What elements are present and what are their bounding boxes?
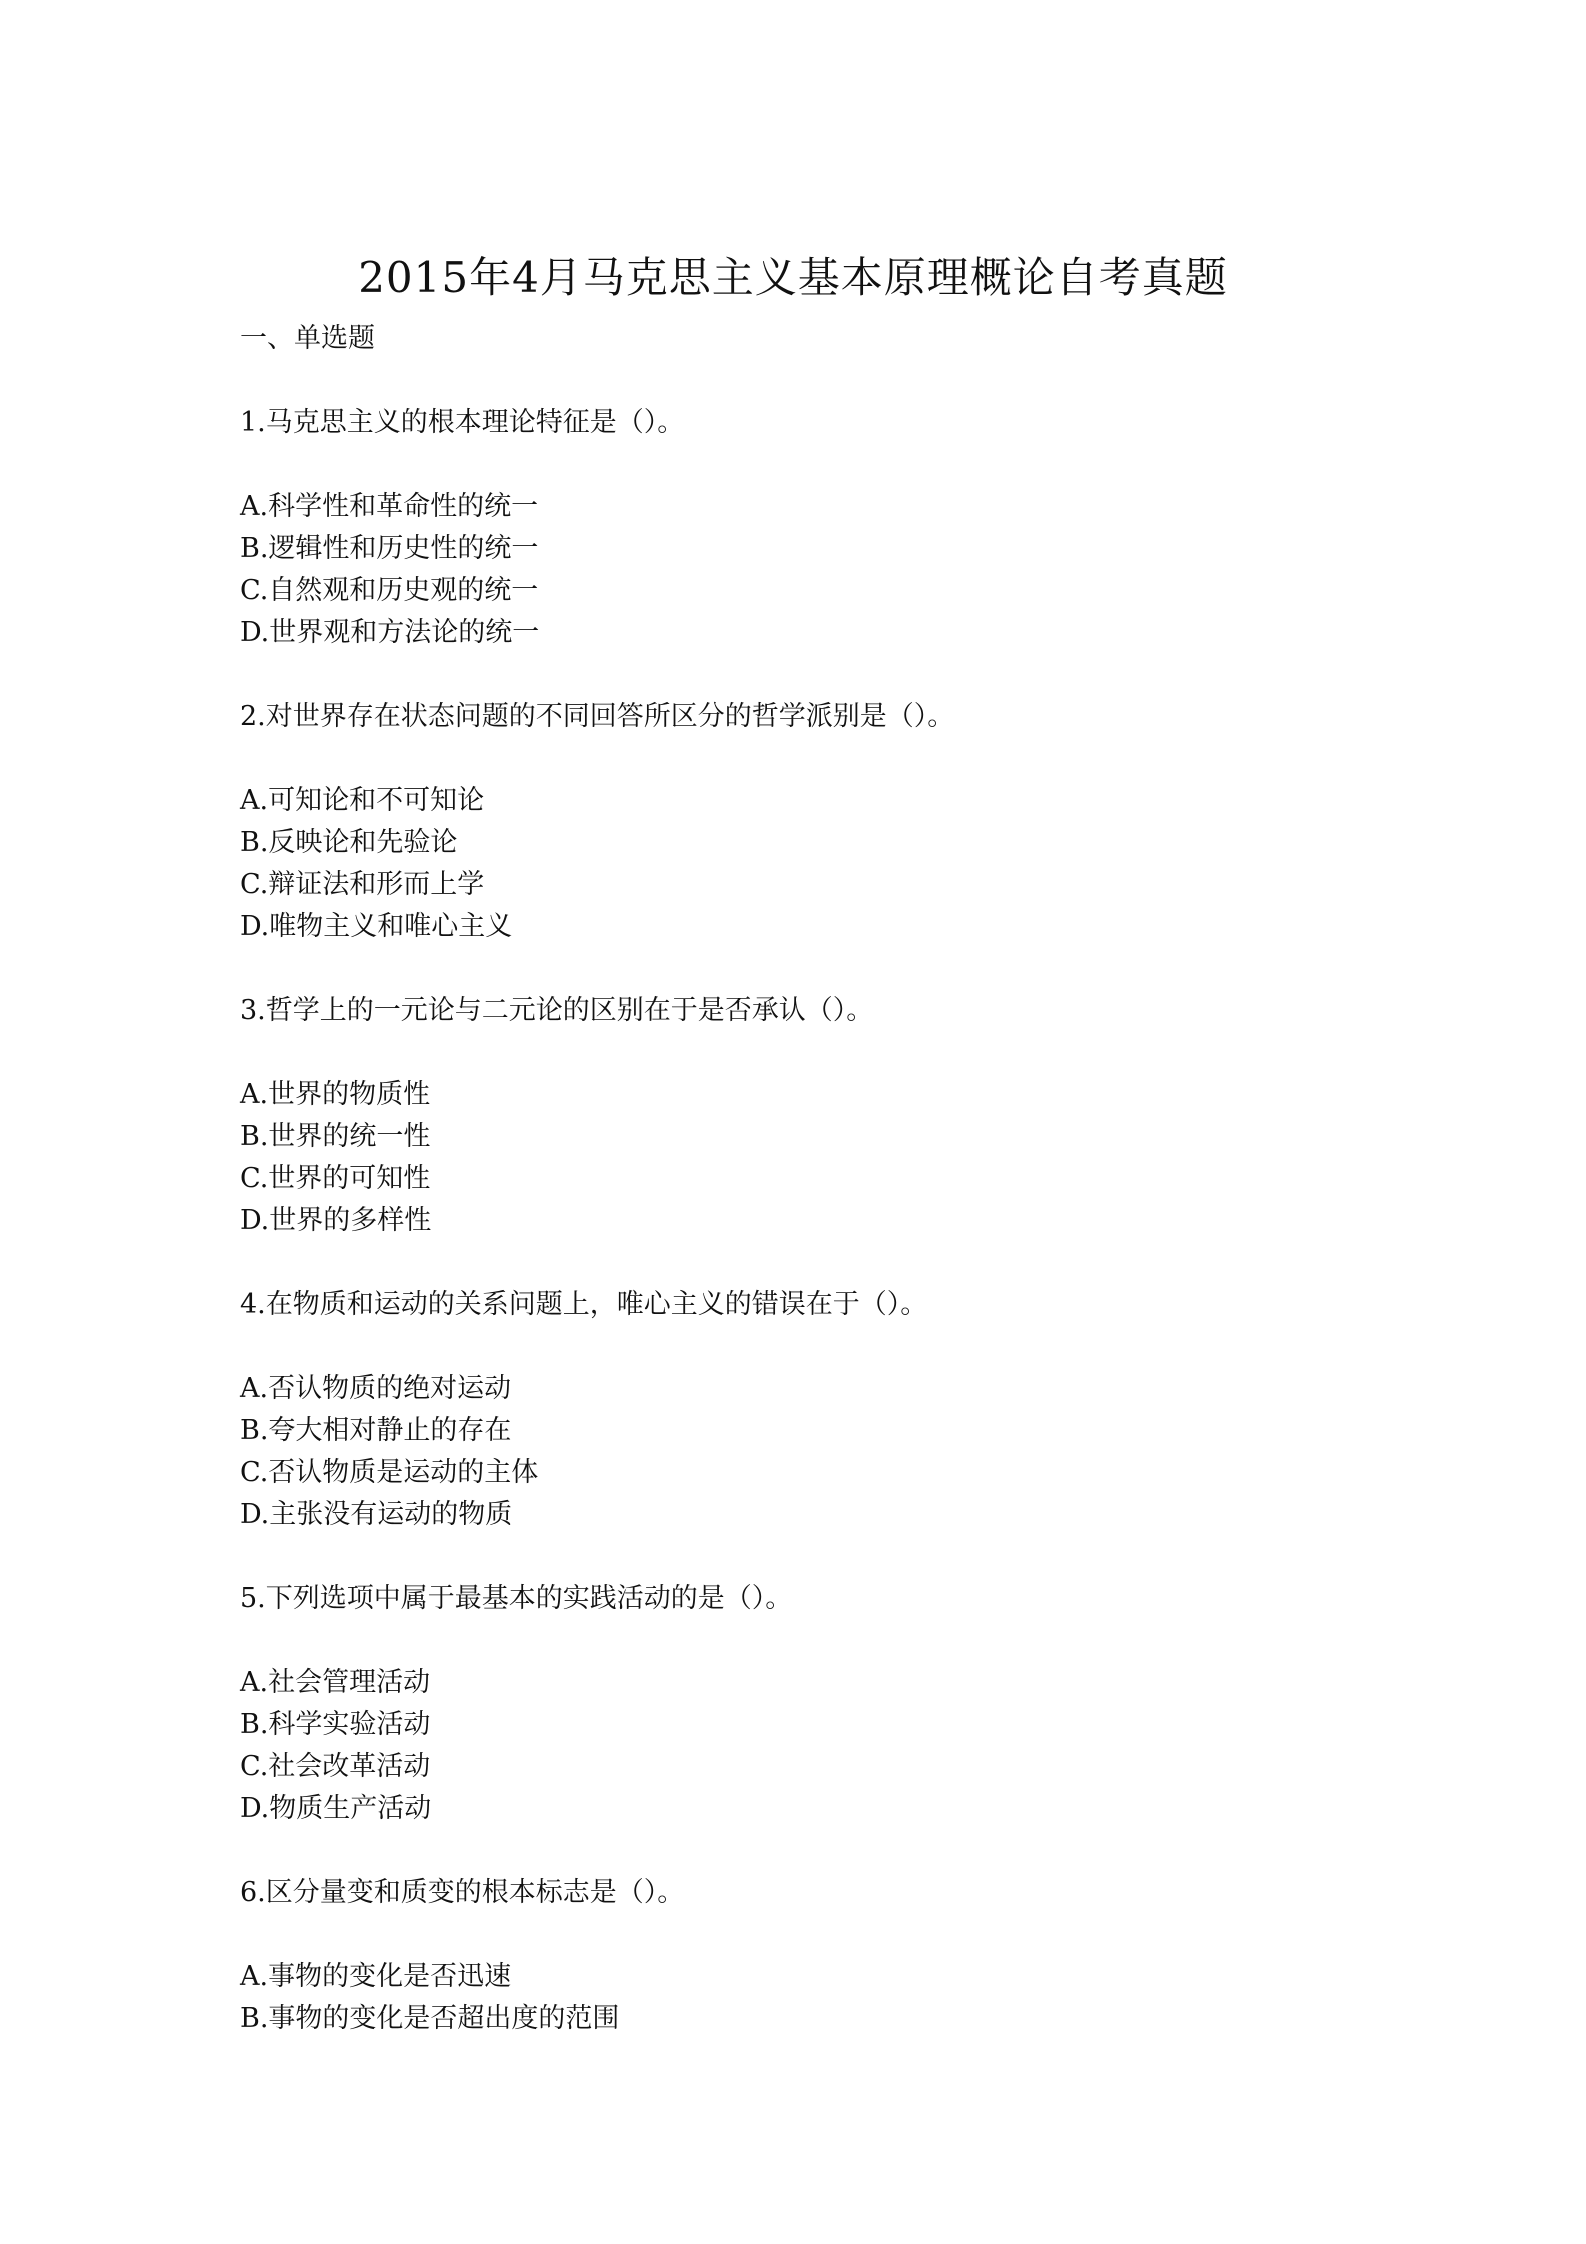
option-c: C.社会改革活动 [240, 1751, 431, 1782]
option-b: B.事物的变化是否超出度的范围 [240, 2003, 620, 2034]
document-body [240, 318, 1350, 2082]
question-4 [240, 1284, 1350, 1536]
option-c: C.辩证法和形而上学 [240, 869, 485, 900]
question-5 [240, 1578, 1350, 1830]
option-a: A.事物的变化是否迅速 [240, 1961, 512, 1992]
question-6 [240, 1872, 1350, 2040]
option-a: A.可知论和不可知论 [240, 785, 485, 816]
option-b: B.科学实验活动 [240, 1709, 431, 1740]
option-a: A.世界的物质性 [240, 1079, 431, 1110]
question-stem: 4.在物质和运动的关系问题上，唯心主义的错误在于（）。 [240, 1289, 928, 1320]
question-3 [240, 990, 1350, 1242]
option-d: D.世界的多样性 [240, 1205, 432, 1236]
option-c: C.世界的可知性 [240, 1163, 431, 1194]
option-list [240, 1368, 1350, 1536]
question-stem: 5.下列选项中属于最基本的实践活动的是（）。 [240, 1583, 793, 1614]
question-stem: 6.区分量变和质变的根本标志是（）。 [240, 1877, 685, 1908]
question-1 [240, 402, 1350, 654]
option-list [240, 1662, 1350, 1830]
option-c: C.否认物质是运动的主体 [240, 1457, 539, 1488]
option-list [240, 1956, 1350, 2040]
page-title: 2015年4月马克思主义基本原理概论自考真题 [358, 253, 1228, 302]
question-stem: 2.对世界存在状态问题的不同回答所区分的哲学派别是（）。 [240, 701, 955, 732]
option-a: A.否认物质的绝对运动 [240, 1373, 512, 1404]
question-stem: 1.马克思主义的根本理论特征是（）。 [240, 407, 685, 438]
section-heading: 一、单选题 [240, 323, 375, 354]
question-stem: 3.哲学上的一元论与二元论的区别在于是否承认（）。 [240, 995, 874, 1026]
option-list [240, 780, 1350, 948]
option-b: B.世界的统一性 [240, 1121, 431, 1152]
option-d: D.主张没有运动的物质 [240, 1499, 513, 1530]
option-d: D.世界观和方法论的统一 [240, 617, 540, 648]
option-d: D.物质生产活动 [240, 1793, 432, 1824]
option-list [240, 486, 1350, 654]
question-2 [240, 696, 1350, 948]
option-d: D.唯物主义和唯心主义 [240, 911, 513, 942]
option-b: B.夸大相对静止的存在 [240, 1415, 512, 1446]
option-b: B.反映论和先验论 [240, 827, 458, 858]
option-a: A.科学性和革命性的统一 [240, 491, 539, 522]
option-b: B.逻辑性和历史性的统一 [240, 533, 539, 564]
option-a: A.社会管理活动 [240, 1667, 431, 1698]
option-c: C.自然观和历史观的统一 [240, 575, 539, 606]
option-list [240, 1074, 1350, 1242]
